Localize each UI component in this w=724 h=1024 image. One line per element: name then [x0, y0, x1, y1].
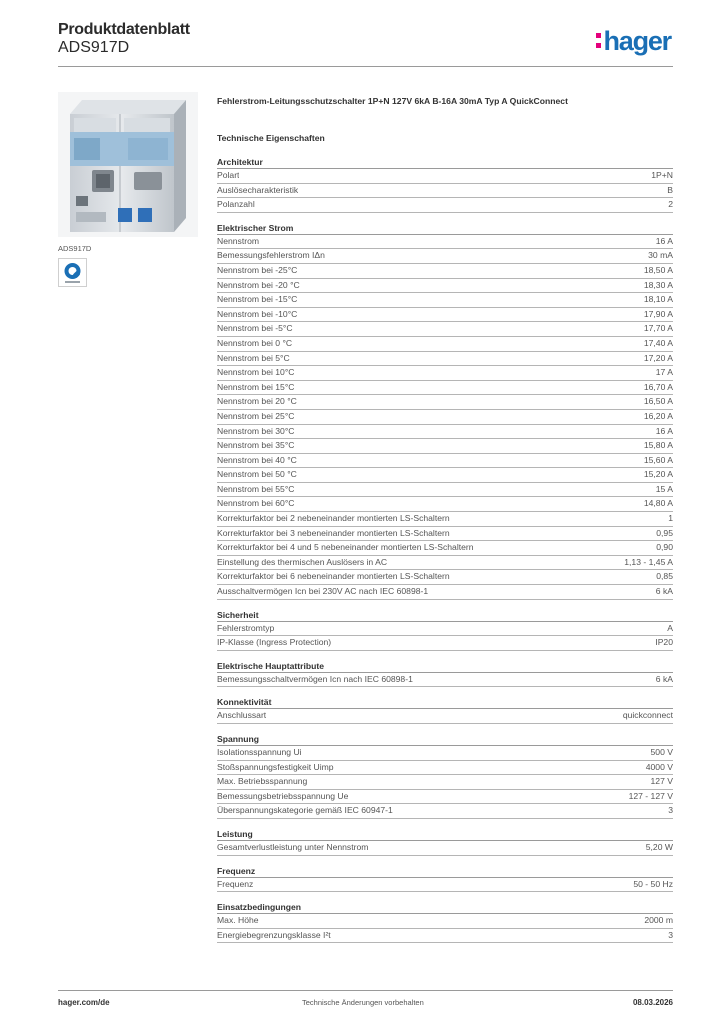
- product-image-caption: ADS917D: [58, 244, 92, 253]
- spec-label: Stoßspannungsfestigkeit Uimp: [217, 761, 334, 772]
- spec-value: 2: [668, 199, 673, 210]
- spec-row: [217, 775, 673, 790]
- spec-value: 17,90 A: [643, 308, 673, 319]
- spec-label: Bemessungsschaltvermögen Icn nach IEC 60898-1: [217, 673, 413, 684]
- spec-row: [217, 454, 673, 469]
- spec-value: 50 - 50 Hz: [633, 878, 673, 889]
- footer-website: hager.com/de: [58, 998, 110, 1007]
- spec-row: [217, 746, 673, 761]
- spec-label: Nennstrom bei -10°C: [217, 308, 298, 319]
- spec-value: 16 A: [655, 425, 673, 436]
- spec-label: Nennstrom: [217, 235, 260, 246]
- spec-value: 18,30 A: [643, 279, 673, 290]
- spec-row: [217, 468, 673, 483]
- section-title: Architektur: [217, 156, 673, 169]
- spec-label: Anschlussart: [217, 710, 267, 721]
- spec-label: Einstellung des thermischen Auslösers in AC: [217, 556, 388, 567]
- footer-date: 08.03.2026: [632, 998, 673, 1007]
- spec-section: [217, 828, 673, 856]
- spec-value: IP20: [655, 637, 673, 648]
- spec-label: Nennstrom bei 30°C: [217, 425, 295, 436]
- spec-label: Nennstrom bei -20 °C: [217, 279, 300, 290]
- spec-row: [217, 410, 673, 425]
- logo-text: hager: [603, 26, 671, 56]
- spec-value: 0,85: [656, 571, 673, 582]
- spec-label: Auslösecharakteristik: [217, 184, 299, 195]
- spec-label: Max. Betriebsspannung: [217, 776, 308, 787]
- technical-properties-heading: Technische Eigenschaften: [217, 133, 325, 143]
- spec-label: Max. Höhe: [217, 915, 259, 926]
- spec-value: 6 kA: [655, 673, 673, 684]
- product-image: [58, 92, 198, 237]
- spec-row: [217, 761, 673, 776]
- spec-label: Bemessungsbetriebsspannung Ue: [217, 790, 349, 801]
- product-title: Fehlerstrom-Leitungsschutzschalter 1P+N 127V 6kA B-16A 30mA Typ A QuickConnect: [217, 96, 568, 106]
- spec-label: Polanzahl: [217, 199, 255, 210]
- spec-row: [217, 425, 673, 440]
- spec-value: 1P+N: [651, 170, 673, 180]
- spec-label: Nennstrom bei 55°C: [217, 483, 295, 494]
- spec-row: [217, 293, 673, 308]
- spec-row: [217, 841, 673, 856]
- spec-row: [217, 249, 673, 264]
- spec-value: 17,20 A: [643, 352, 673, 363]
- spec-label: Nennstrom bei 0 °C: [217, 337, 293, 348]
- spec-row: [217, 264, 673, 279]
- hager-logo: [596, 26, 671, 56]
- spec-sections: [217, 156, 673, 943]
- footer-note: Technische Änderungen vorbehalten: [302, 998, 424, 1007]
- spec-row: [217, 308, 673, 323]
- page-subtitle: ADS917D: [58, 39, 130, 56]
- spec-label: Nennstrom bei -25°C: [217, 264, 298, 275]
- spec-row: [217, 322, 673, 337]
- spec-value: 127 - 127 V: [628, 790, 673, 801]
- spec-section: [217, 865, 673, 893]
- spec-value: 16,50 A: [643, 396, 673, 407]
- spec-value: 2000 m: [644, 915, 673, 926]
- spec-label: Nennstrom bei 50 °C: [217, 469, 297, 480]
- spec-section: [217, 222, 673, 600]
- spec-value: 18,10 A: [643, 294, 673, 305]
- page-title: Produktdatenblatt: [58, 21, 190, 38]
- spec-row: [217, 570, 673, 585]
- spec-value: 4000 V: [645, 761, 673, 772]
- spec-row: [217, 483, 673, 498]
- spec-value: 5,20 W: [645, 841, 673, 852]
- spec-section: [217, 660, 673, 688]
- spec-label: Nennstrom bei 20 °C: [217, 396, 297, 407]
- product-visual-column: [58, 92, 198, 253]
- spec-label: Bemessungsfehlerstrom IΔn: [217, 250, 325, 261]
- section-title: Elektrische Hauptattribute: [217, 660, 673, 673]
- spec-label: Nennstrom bei 35°C: [217, 440, 295, 451]
- spec-label: Ausschaltvermögen Icn bei 230V AC nach IEC 60898-1: [217, 586, 429, 597]
- spec-section: [217, 696, 673, 724]
- spec-value: 127 V: [650, 776, 673, 787]
- spec-row: [217, 198, 673, 213]
- spec-value: 15,20 A: [643, 469, 673, 480]
- spec-row: [217, 636, 673, 651]
- spec-row: [217, 804, 673, 819]
- spec-value: B: [667, 184, 673, 195]
- footer-divider: [58, 990, 673, 991]
- section-title: Konnektivität: [217, 696, 673, 709]
- spec-label: Gesamtverlustleistung unter Nennstrom: [217, 841, 369, 852]
- spec-value: 500 V: [650, 747, 673, 757]
- spec-value: quickconnect: [622, 710, 673, 721]
- spec-row: [217, 790, 673, 805]
- spec-label: Nennstrom bei 25°C: [217, 410, 295, 421]
- spec-label: Korrekturfaktor bei 4 und 5 nebeneinander montierten LS-Schaltern: [217, 542, 474, 553]
- spec-value: 17 A: [655, 367, 673, 378]
- spec-label: Fehlerstromtyp: [217, 622, 275, 633]
- spec-section: [217, 609, 673, 651]
- spec-label: Energiebegrenzungsklasse I²t: [217, 929, 331, 940]
- spec-value: 0,95: [656, 527, 673, 538]
- spec-row: [217, 395, 673, 410]
- logo-dots-icon: [596, 33, 601, 53]
- spec-row: [217, 929, 673, 944]
- spec-value: 15,60 A: [643, 454, 673, 465]
- section-title: Frequenz: [217, 865, 673, 878]
- spec-row: [217, 439, 673, 454]
- spec-row: [217, 337, 673, 352]
- spec-row: [217, 556, 673, 571]
- spec-row: [217, 381, 673, 396]
- quickconnect-badge-icon: [58, 258, 87, 287]
- page-header: [58, 20, 673, 68]
- spec-label: Frequenz: [217, 878, 254, 889]
- spec-label: Nennstrom bei -15°C: [217, 294, 298, 305]
- spec-row: [217, 527, 673, 542]
- spec-row: [217, 352, 673, 367]
- spec-section: [217, 156, 673, 213]
- spec-value: 16,20 A: [643, 410, 673, 421]
- spec-row: [217, 279, 673, 294]
- spec-value: 3: [668, 929, 673, 940]
- spec-value: 17,40 A: [643, 337, 673, 348]
- spec-value: 0,90: [656, 542, 673, 553]
- spec-row: [217, 366, 673, 381]
- circuit-breaker-icon: [58, 92, 198, 237]
- spec-label: Korrekturfaktor bei 3 nebeneinander montierten LS-Schaltern: [217, 527, 450, 538]
- spec-value: 14,80 A: [643, 498, 673, 509]
- spec-value: 15,80 A: [643, 440, 673, 451]
- spec-label: Isolationsspannung Ui: [217, 747, 302, 757]
- spec-label: Nennstrom bei 5°C: [217, 352, 290, 363]
- spec-row: [217, 673, 673, 688]
- spec-value: 17,70 A: [643, 323, 673, 334]
- spec-value: 30 mA: [648, 250, 673, 261]
- spec-label: Überspannungskategorie gemäß IEC 60947-1: [217, 805, 393, 816]
- spec-label: IP-Klasse (Ingress Protection): [217, 637, 332, 648]
- spec-label: Polart: [217, 170, 240, 180]
- section-title: Spannung: [217, 733, 673, 746]
- spec-row: [217, 709, 673, 724]
- spec-row: [217, 235, 673, 250]
- spec-value: 1: [668, 513, 673, 524]
- spec-row: [217, 914, 673, 929]
- spec-value: 6 kA: [655, 586, 673, 597]
- spec-row: [217, 585, 673, 600]
- spec-row: [217, 622, 673, 637]
- spec-section: [217, 901, 673, 943]
- spec-label: Korrekturfaktor bei 6 nebeneinander montierten LS-Schaltern: [217, 571, 450, 582]
- spec-value: 15 A: [655, 483, 673, 494]
- spec-value: 16 A: [655, 235, 673, 246]
- spec-label: Nennstrom bei 60°C: [217, 498, 295, 509]
- spec-value: 16,70 A: [643, 381, 673, 392]
- section-title: Einsatzbedingungen: [217, 901, 673, 914]
- spec-column: [217, 94, 673, 952]
- spec-row: [217, 541, 673, 556]
- section-title: Elektrischer Strom: [217, 222, 673, 235]
- spec-row: [217, 169, 673, 184]
- spec-row: [217, 497, 673, 512]
- spec-label: Korrekturfaktor bei 2 nebeneinander montierten LS-Schaltern: [217, 513, 450, 524]
- spec-row: [217, 184, 673, 199]
- spec-value: 18,50 A: [643, 264, 673, 275]
- spec-value: A: [667, 622, 673, 633]
- section-title: Sicherheit: [217, 609, 673, 622]
- spec-label: Nennstrom bei 40 °C: [217, 454, 297, 465]
- spec-value: 1,13 - 1,45 A: [624, 556, 673, 567]
- spec-row: [217, 878, 673, 893]
- spec-label: Nennstrom bei 15°C: [217, 381, 295, 392]
- spec-row: [217, 512, 673, 527]
- spec-label: Nennstrom bei -5°C: [217, 323, 293, 334]
- spec-label: Nennstrom bei 10°C: [217, 367, 295, 378]
- header-divider: [58, 66, 673, 67]
- spec-section: [217, 733, 673, 819]
- section-title: Leistung: [217, 828, 673, 841]
- spec-value: 3: [668, 805, 673, 816]
